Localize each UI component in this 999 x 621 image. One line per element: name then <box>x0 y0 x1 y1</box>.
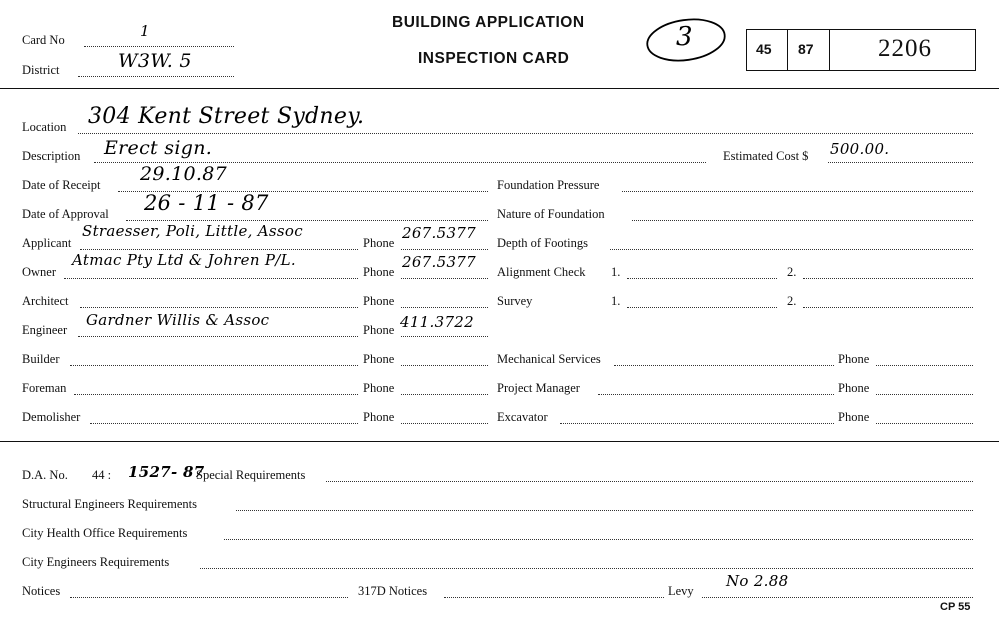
structural-engineers-dots <box>236 510 973 511</box>
applicant-label: Applicant <box>22 236 72 250</box>
engineer-phone-label: Phone <box>363 323 395 337</box>
mechanical-phone-label: Phone <box>838 352 870 366</box>
district-dots <box>78 76 234 77</box>
nature-foundation-label: Nature of Foundation <box>497 207 605 221</box>
notices-317d-dots <box>444 597 664 598</box>
foreman-phone-label: Phone <box>363 381 395 395</box>
foundation-pressure-dots <box>622 191 973 192</box>
applicant-phone-label: Phone <box>363 236 395 250</box>
ref-divider-2 <box>829 30 830 70</box>
city-health-label: City Health Office Requirements <box>22 526 188 540</box>
notices-label: Notices <box>22 584 61 598</box>
applicant-value: Straesser, Poli, Little, Assoc <box>82 222 303 240</box>
special-requirements-label: Special Requirements <box>196 468 306 482</box>
alignment-dots-2 <box>803 278 973 279</box>
city-engineers-label: City Engineers Requirements <box>22 555 170 569</box>
structural-engineers-label: Structural Engineers Requirements <box>22 497 197 511</box>
notices-317d-label: 317D Notices <box>358 584 428 598</box>
foreman-dots <box>74 394 358 395</box>
project-manager-dots <box>598 394 834 395</box>
location-label: Location <box>22 120 67 134</box>
owner-value: Atmac Pty Ltd & Johren P/L. <box>72 251 296 269</box>
date-approval-dots <box>126 220 488 221</box>
title-line-2: INSPECTION CARD <box>418 50 570 67</box>
survey-num-1: 1. <box>611 294 621 308</box>
date-approval-value: 26 - 11 - 87 <box>144 191 269 215</box>
estimated-cost-value: 500.00. <box>830 140 890 158</box>
foundation-pressure-label: Foundation Pressure <box>497 178 600 192</box>
project-manager-phone-label: Phone <box>838 381 870 395</box>
owner-phone-dots <box>401 278 488 279</box>
architect-phone-dots <box>401 307 488 308</box>
owner-phone-label: Phone <box>363 265 395 279</box>
district-label: District <box>22 63 60 77</box>
mechanical-services-dots <box>614 365 834 366</box>
project-manager-label: Project Manager <box>497 381 580 395</box>
owner-dots <box>64 278 358 279</box>
project-manager-phone-dots <box>876 394 973 395</box>
owner-phone-value: 267.5377 <box>402 253 476 271</box>
builder-phone-dots <box>401 365 488 366</box>
engineer-phone-dots <box>401 336 488 337</box>
description-label: Description <box>22 149 81 163</box>
demolisher-label: Demolisher <box>22 410 81 424</box>
circled-number: 3 <box>676 22 693 52</box>
excavator-phone-label: Phone <box>838 410 870 424</box>
demolisher-phone-label: Phone <box>363 410 395 424</box>
alignment-num-1: 1. <box>611 265 621 279</box>
nature-foundation-dots <box>632 220 973 221</box>
ref-box-1: 45 <box>756 41 772 57</box>
depth-footings-dots <box>610 249 973 250</box>
date-approval-label: Date of Approval <box>22 207 109 221</box>
circled-number-stamp <box>644 16 728 64</box>
reference-box-group <box>746 29 976 71</box>
alignment-check-label: Alignment Check <box>497 265 586 279</box>
district-value: W3W. 5 <box>118 50 192 72</box>
mechanical-phone-dots <box>876 365 973 366</box>
da-no-prefix: 44 : <box>92 468 112 482</box>
alignment-num-2: 2. <box>787 265 797 279</box>
levy-dots <box>702 597 973 598</box>
city-health-dots <box>224 539 973 540</box>
da-no-label: D.A. No. <box>22 468 68 482</box>
alignment-dots-1 <box>627 278 777 279</box>
ref-divider-1 <box>787 30 788 70</box>
estimated-cost-label: Estimated Cost $ <box>723 149 809 163</box>
estimated-cost-dots <box>828 162 973 163</box>
divider-top <box>0 88 999 89</box>
excavator-phone-dots <box>876 423 973 424</box>
builder-dots <box>70 365 358 366</box>
demolisher-phone-dots <box>401 423 488 424</box>
ref-box-2: 87 <box>798 41 814 57</box>
city-engineers-dots <box>200 568 973 569</box>
title-line-1: BUILDING APPLICATION <box>392 14 585 31</box>
excavator-label: Excavator <box>497 410 548 424</box>
owner-label: Owner <box>22 265 57 279</box>
engineer-value: Gardner Willis & Assoc <box>86 311 270 329</box>
da-no-value: 1527- 87 <box>128 463 205 481</box>
levy-label: Levy <box>668 584 694 598</box>
survey-dots-2 <box>803 307 973 308</box>
architect-dots <box>80 307 358 308</box>
ref-box-3: 2206 <box>878 35 932 62</box>
excavator-dots <box>560 423 834 424</box>
engineer-label: Engineer <box>22 323 68 337</box>
date-receipt-value: 29.10.87 <box>140 163 228 185</box>
demolisher-dots <box>90 423 358 424</box>
applicant-dots <box>80 249 358 250</box>
builder-phone-label: Phone <box>363 352 395 366</box>
description-value: Erect sign. <box>104 137 213 159</box>
builder-label: Builder <box>22 352 60 366</box>
form-code: CP 55 <box>940 601 971 613</box>
foreman-phone-dots <box>401 394 488 395</box>
depth-footings-label: Depth of Footings <box>497 236 588 250</box>
location-value: 304 Kent Street Sydney. <box>88 104 365 129</box>
card-no-dots <box>84 46 234 47</box>
divider-bottom <box>0 441 999 442</box>
date-receipt-label: Date of Receipt <box>22 178 101 192</box>
survey-num-2: 2. <box>787 294 797 308</box>
architect-label: Architect <box>22 294 69 308</box>
card-no-label: Card No <box>22 33 65 47</box>
survey-dots-1 <box>627 307 777 308</box>
card-no-value: 1 <box>140 22 150 40</box>
architect-phone-label: Phone <box>363 294 395 308</box>
engineer-dots <box>78 336 358 337</box>
applicant-phone-dots <box>401 249 488 250</box>
location-dots <box>78 133 973 134</box>
foreman-label: Foreman <box>22 381 67 395</box>
applicant-phone-value: 267.5377 <box>402 224 476 242</box>
engineer-phone-value: 411.3722 <box>400 313 474 331</box>
notices-dots <box>70 597 348 598</box>
survey-label: Survey <box>497 294 533 308</box>
special-requirements-dots <box>326 481 973 482</box>
levy-value: No 2.88 <box>726 572 789 590</box>
mechanical-services-label: Mechanical Services <box>497 352 601 366</box>
